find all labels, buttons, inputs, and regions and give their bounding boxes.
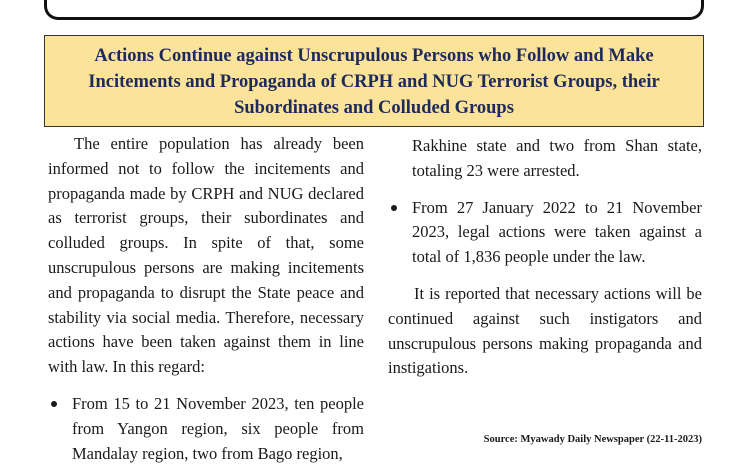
right-column xyxy=(388,134,702,381)
bullet-1-continued-text: Rakhine state and two from Shan state, totaling 23 were arrested. xyxy=(412,136,702,180)
headline-line-1: Actions Continue against Unscrupulous Persons who Follow and Make xyxy=(94,46,654,66)
headline-line-3: Subordinates and Colluded Groups xyxy=(234,98,514,118)
intro-paragraph: The entire population has already been informed not to follow the incitements and propaganda made by CRPH and NUG declared as terrorist groups, their subordinates and colluded groups. In spite of that, some unscrupulous persons are making incitements and propaganda to disrupt the State peace and stability via social media. Therefore, necessary actions have been taken against them in line with law. In this regard: xyxy=(48,134,364,377)
bullet-2-text: From 27 January 2022 to 21 November 2023, legal actions were taken against a total of 1,836 people under the law. xyxy=(412,197,702,267)
left-column xyxy=(48,132,364,466)
bullet-item-1 xyxy=(48,392,364,466)
bullet-icon xyxy=(51,401,57,407)
headline-line-2: Incitements and Propaganda of CRPH and NUG Terrorist Groups, their xyxy=(88,72,660,92)
previous-article-box xyxy=(44,0,704,20)
bullet-item-2 xyxy=(388,196,702,270)
bullet-1-text: From 15 to 21 November 2023, ten people from Yangon region, six people from Mandalay region, two from Bago region, xyxy=(72,393,364,463)
source-citation: Source: Myawady Daily Newspaper (22-11-2023) xyxy=(483,434,702,445)
article-headline xyxy=(44,35,704,127)
closing-paragraph: It is reported that necessary actions will be continued against such instigators and unscrupulous persons making propaganda and instigations. xyxy=(388,283,702,378)
bullet-item-1-continued xyxy=(388,134,702,184)
bullet-icon xyxy=(391,205,397,211)
